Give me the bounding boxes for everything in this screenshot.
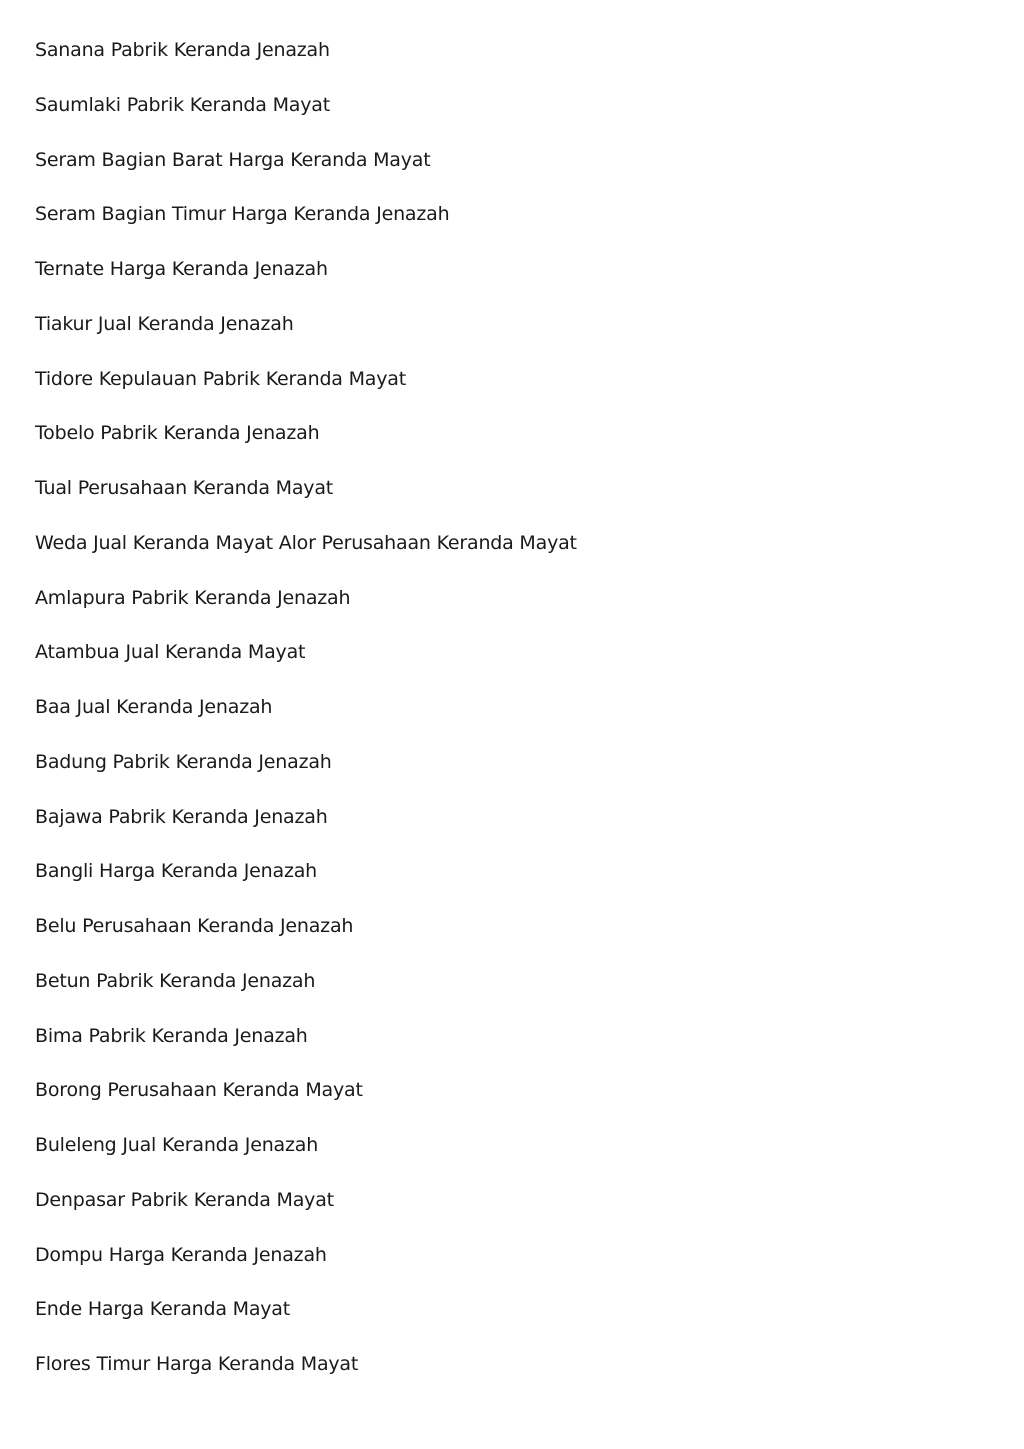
text-line: Badung Pabrik Keranda Jenazah <box>35 750 332 773</box>
text-line: Atambua Jual Keranda Mayat <box>35 641 306 664</box>
text-line: Bajawa Pabrik Keranda Jenazah <box>35 805 328 828</box>
text-line: Baa Jual Keranda Jenazah <box>35 696 273 718</box>
text-line: Ternate Harga Keranda Jenazah <box>35 258 328 280</box>
text-line: Betun Pabrik Keranda Jenazah <box>35 969 316 992</box>
text-line: Saumlaki Pabrik Keranda Mayat <box>35 93 330 116</box>
text-line: Amlapura Pabrik Keranda Jenazah <box>35 586 351 609</box>
text-line: Borong Perusahaan Keranda Mayat <box>35 1079 363 1102</box>
text-line: Flores Timur Harga Keranda Mayat <box>35 1353 359 1375</box>
text-line: Seram Bagian Barat Harga Keranda Mayat <box>35 148 431 171</box>
text-line: Denpasar Pabrik Keranda Mayat <box>35 1188 334 1211</box>
text-line: Ende Harga Keranda Mayat <box>35 1298 291 1321</box>
text-line: Tual Perusahaan Keranda Mayat <box>35 477 334 499</box>
text-line: Sanana Pabrik Keranda Jenazah <box>35 39 330 61</box>
text-line: Tidore Kepulauan Pabrik Keranda Mayat <box>35 367 406 390</box>
text-line: Seram Bagian Timur Harga Keranda Jenazah <box>35 203 450 226</box>
text-line: Dompu Harga Keranda Jenazah <box>35 1243 327 1266</box>
text-line: Belu Perusahaan Keranda Jenazah <box>35 915 354 937</box>
text-line: Bima Pabrik Keranda Jenazah <box>35 1024 308 1047</box>
text-line: Tobelo Pabrik Keranda Jenazah <box>35 422 320 445</box>
text-line-list <box>35 35 577 1404</box>
text-line: Tiakur Jual Keranda Jenazah <box>35 312 294 335</box>
text-line: Bangli Harga Keranda Jenazah <box>35 860 318 883</box>
text-line: Weda Jual Keranda Mayat Alor Perusahaan Keranda Mayat <box>35 531 577 554</box>
text-line: Buleleng Jual Keranda Jenazah <box>35 1134 319 1156</box>
